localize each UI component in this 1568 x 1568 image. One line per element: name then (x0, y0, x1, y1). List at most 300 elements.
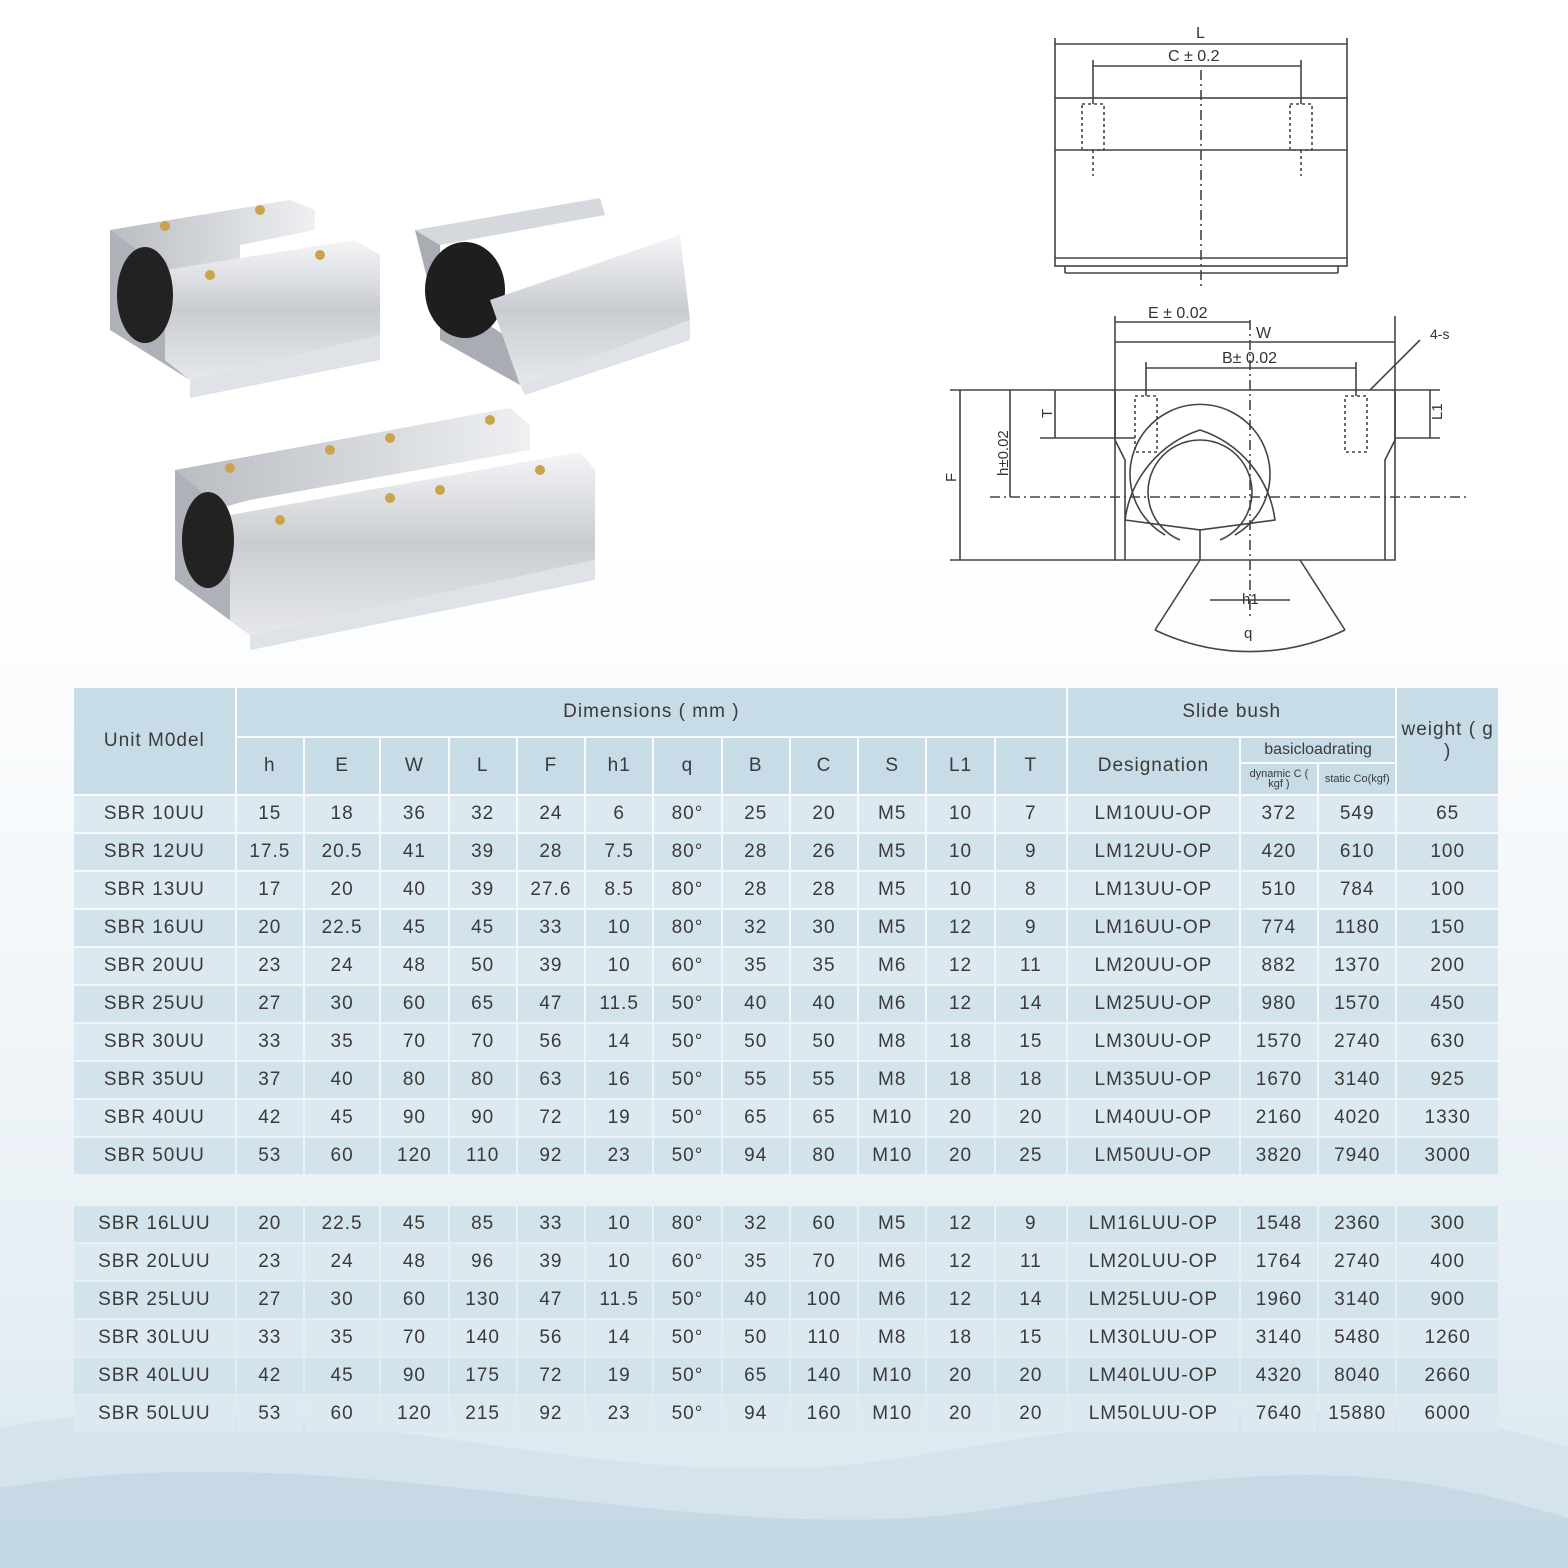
table-cell: 60 (791, 1206, 857, 1242)
table-cell: 20.5 (305, 834, 379, 870)
table-cell: 92 (518, 1138, 584, 1174)
table-cell: 40 (723, 1282, 789, 1318)
table-cell: 5480 (1319, 1320, 1395, 1356)
table-cell: LM40LUU-OP (1068, 1358, 1239, 1394)
table-cell: 40 (723, 986, 789, 1022)
table-cell: 630 (1397, 1024, 1498, 1060)
table-cell: 27 (237, 1282, 303, 1318)
table-cell: 882 (1241, 948, 1317, 984)
table-cell: 120 (381, 1138, 447, 1174)
table-cell: 20 (305, 872, 379, 908)
table-cell: 92 (518, 1396, 584, 1432)
table-cell: 80 (450, 1062, 516, 1098)
table-cell: 32 (450, 796, 516, 832)
table-cell: 65 (723, 1100, 789, 1136)
table-cell: SBR 16LUU (74, 1206, 235, 1242)
table-cell: 175 (450, 1358, 516, 1394)
table-row (74, 1062, 1498, 1098)
table-cell: 65 (450, 986, 516, 1022)
table-cell: 200 (1397, 948, 1498, 984)
table-cell: 784 (1319, 872, 1395, 908)
table-cell: 20 (996, 1100, 1066, 1136)
table-cell: 45 (381, 1206, 447, 1242)
table-cell: 30 (305, 986, 379, 1022)
table-cell: M6 (859, 1244, 925, 1280)
table-cell: M6 (859, 986, 925, 1022)
table-cell: M8 (859, 1024, 925, 1060)
table-cell: 96 (450, 1244, 516, 1280)
table-cell: 20 (927, 1358, 993, 1394)
dim-label-C: C ± 0.2 (1168, 48, 1220, 65)
table-cell: 30 (791, 910, 857, 946)
technical-drawing (930, 20, 1490, 660)
table-cell: 20 (237, 1206, 303, 1242)
dim-label-E: E ± 0.02 (1148, 305, 1208, 322)
table-cell: 39 (518, 948, 584, 984)
table-cell: LM12UU-OP (1068, 834, 1239, 870)
dim-label-B: B± 0.02 (1222, 350, 1278, 367)
table-cell: 45 (305, 1358, 379, 1394)
table-cell: 6 (586, 796, 652, 832)
table-cell: 420 (1241, 834, 1317, 870)
table-cell: 22.5 (305, 910, 379, 946)
col-S: S (859, 738, 925, 794)
designation-header: Designation (1068, 738, 1239, 794)
table-cell: 85 (450, 1206, 516, 1242)
table-cell: 23 (237, 948, 303, 984)
table-cell: 90 (450, 1100, 516, 1136)
table-cell: M10 (859, 1358, 925, 1394)
table-cell: 7940 (1319, 1138, 1395, 1174)
col-h1: h1 (586, 738, 652, 794)
table-cell: 23 (237, 1244, 303, 1280)
table-cell: 35 (305, 1320, 379, 1356)
table-gap (74, 1176, 1498, 1204)
table-cell: 94 (723, 1396, 789, 1432)
table-cell: SBR 50UU (74, 1138, 235, 1174)
table-cell: 80° (654, 1206, 720, 1242)
table-cell: 33 (518, 1206, 584, 1242)
table-cell: 70 (381, 1320, 447, 1356)
table-cell: 19 (586, 1358, 652, 1394)
table-cell: 12 (927, 948, 993, 984)
table-cell: 10 (927, 834, 993, 870)
table-cell: 32 (723, 1206, 789, 1242)
table-cell: 10 (586, 948, 652, 984)
table-cell: 20 (927, 1100, 993, 1136)
table-cell: 18 (927, 1062, 993, 1098)
table-cell: 45 (305, 1100, 379, 1136)
table-cell: M5 (859, 872, 925, 908)
table-cell: 7 (996, 796, 1066, 832)
table-cell: 15 (996, 1024, 1066, 1060)
table-cell: 48 (381, 1244, 447, 1280)
table-cell: M10 (859, 1396, 925, 1432)
table-cell: 65 (1397, 796, 1498, 832)
table-cell: SBR 35UU (74, 1062, 235, 1098)
table-cell: 15 (996, 1320, 1066, 1356)
table-row (74, 948, 1498, 984)
col-F: F (518, 738, 584, 794)
table-cell: 8.5 (586, 872, 652, 908)
table-cell: LM30UU-OP (1068, 1024, 1239, 1060)
table-cell: 80° (654, 872, 720, 908)
table-cell: 15 (237, 796, 303, 832)
table-cell: 14 (586, 1320, 652, 1356)
table-cell: 50 (450, 948, 516, 984)
table-cell: M6 (859, 948, 925, 984)
static-header: static Co(kgf) (1319, 764, 1395, 794)
table-cell: 50 (723, 1320, 789, 1356)
table-cell: LM25LUU-OP (1068, 1282, 1239, 1318)
table-cell: 50° (654, 1024, 720, 1060)
table-row (74, 1024, 1498, 1060)
table-cell: 510 (1241, 872, 1317, 908)
table-cell: 980 (1241, 986, 1317, 1022)
table-cell: M8 (859, 1062, 925, 1098)
table-cell: 33 (237, 1320, 303, 1356)
table-cell: 72 (518, 1100, 584, 1136)
table-cell: 47 (518, 986, 584, 1022)
table-cell: 60 (381, 986, 447, 1022)
table-cell: 11 (996, 948, 1066, 984)
table-cell: 50° (654, 1282, 720, 1318)
table-cell: 12 (927, 1282, 993, 1318)
table-cell: SBR 30LUU (74, 1320, 235, 1356)
table-cell: 60° (654, 1244, 720, 1280)
table-cell: 60 (305, 1396, 379, 1432)
table-cell: 28 (518, 834, 584, 870)
table-cell: 60 (381, 1282, 447, 1318)
table-cell: LM50UU-OP (1068, 1138, 1239, 1174)
table-cell: 900 (1397, 1282, 1498, 1318)
table-cell: 47 (518, 1282, 584, 1318)
table-cell: 26 (791, 834, 857, 870)
table-cell: 400 (1397, 1244, 1498, 1280)
table-cell: SBR 40UU (74, 1100, 235, 1136)
block-photo-open (415, 198, 690, 395)
table-cell: 39 (518, 1244, 584, 1280)
table-cell: 7.5 (586, 834, 652, 870)
table-cell: 41 (381, 834, 447, 870)
table-cell: 1570 (1319, 986, 1395, 1022)
table-row (74, 1100, 1498, 1136)
table-cell: 45 (450, 910, 516, 946)
table-cell: 80 (791, 1138, 857, 1174)
table-cell: 2660 (1397, 1358, 1498, 1394)
table-cell: 42 (237, 1100, 303, 1136)
table-cell: 549 (1319, 796, 1395, 832)
table-cell: 16 (586, 1062, 652, 1098)
table-cell: LM10UU-OP (1068, 796, 1239, 832)
table-cell: 65 (723, 1358, 789, 1394)
dim-label-h1: h1 (1242, 591, 1259, 608)
table-cell: LM20LUU-OP (1068, 1244, 1239, 1280)
table-cell: M10 (859, 1100, 925, 1136)
table-cell: 55 (791, 1062, 857, 1098)
table-cell: 160 (791, 1396, 857, 1432)
table-cell: 9 (996, 910, 1066, 946)
table-row (74, 910, 1498, 946)
table-cell: SBR 30UU (74, 1024, 235, 1060)
table-cell: SBR 25LUU (74, 1282, 235, 1318)
table-cell: 15880 (1319, 1396, 1395, 1432)
table-cell: 20 (996, 1396, 1066, 1432)
table-cell: SBR 40LUU (74, 1358, 235, 1394)
table-cell: 1370 (1319, 948, 1395, 984)
table-row (74, 1282, 1498, 1318)
table-cell: 14 (586, 1024, 652, 1060)
col-L: L (450, 738, 516, 794)
table-cell: 100 (1397, 834, 1498, 870)
table-cell: 1180 (1319, 910, 1395, 946)
table-cell: 65 (791, 1100, 857, 1136)
table-cell: LM25UU-OP (1068, 986, 1239, 1022)
table-cell: M5 (859, 834, 925, 870)
table-cell: 7640 (1241, 1396, 1317, 1432)
table-cell: 50° (654, 1100, 720, 1136)
table-cell: 56 (518, 1024, 584, 1060)
dim-label-s: 4-s (1430, 326, 1450, 342)
spec-table (72, 686, 1500, 1434)
table-cell: 42 (237, 1358, 303, 1394)
table-cell: M5 (859, 796, 925, 832)
table-cell: 39 (450, 834, 516, 870)
table-cell: 50 (723, 1024, 789, 1060)
table-cell: 11.5 (586, 986, 652, 1022)
table-cell: 100 (1397, 872, 1498, 908)
table-cell: 33 (518, 910, 584, 946)
table-cell: M10 (859, 1138, 925, 1174)
table-cell: 20 (927, 1396, 993, 1432)
col-C: C (791, 738, 857, 794)
col-q: q (654, 738, 720, 794)
table-cell: 72 (518, 1358, 584, 1394)
table-cell: 10 (586, 1206, 652, 1242)
table-cell: 1670 (1241, 1062, 1317, 1098)
table-cell: 48 (381, 948, 447, 984)
table-cell: 36 (381, 796, 447, 832)
table-cell: 3140 (1319, 1282, 1395, 1318)
block-photo-short (110, 200, 380, 398)
table-cell: 1764 (1241, 1244, 1317, 1280)
table-cell: 70 (381, 1024, 447, 1060)
table-cell: 20 (791, 796, 857, 832)
table-cell: 80° (654, 910, 720, 946)
table-cell: M5 (859, 910, 925, 946)
table-cell: 3140 (1319, 1062, 1395, 1098)
table-cell: 90 (381, 1358, 447, 1394)
table-cell: 28 (791, 872, 857, 908)
table-cell: 50° (654, 1358, 720, 1394)
table-cell: 20 (996, 1358, 1066, 1394)
slide-bush-header: Slide bush (1068, 688, 1395, 736)
table-cell: SBR 16UU (74, 910, 235, 946)
table-cell: 372 (1241, 796, 1317, 832)
table-cell: 45 (381, 910, 447, 946)
table-cell: 80 (381, 1062, 447, 1098)
table-cell: 50° (654, 1062, 720, 1098)
table-row (74, 986, 1498, 1022)
table-row (74, 1396, 1498, 1432)
table-cell: 10 (586, 910, 652, 946)
table-cell: 120 (381, 1396, 447, 1432)
table-cell: LM16UU-OP (1068, 910, 1239, 946)
table-cell: 22.5 (305, 1206, 379, 1242)
table-cell: SBR 20UU (74, 948, 235, 984)
table-cell: 24 (305, 1244, 379, 1280)
table-cell: 27.6 (518, 872, 584, 908)
table-cell: 20 (927, 1138, 993, 1174)
table-cell: 40 (791, 986, 857, 1022)
table-cell: LM30LUU-OP (1068, 1320, 1239, 1356)
table-cell: 1548 (1241, 1206, 1317, 1242)
dim-label-L: L (1196, 25, 1205, 42)
unit-model-header: Unit M0del (74, 688, 235, 794)
table-cell: 23 (586, 1396, 652, 1432)
table-row (74, 1138, 1498, 1174)
product-photos (90, 180, 710, 650)
table-cell: 10 (586, 1244, 652, 1280)
table-cell: 20 (237, 910, 303, 946)
table-cell: 8040 (1319, 1358, 1395, 1394)
table-cell: 24 (305, 948, 379, 984)
table-cell: 27 (237, 986, 303, 1022)
table-row (74, 796, 1498, 832)
table-cell: 14 (996, 1282, 1066, 1318)
table-cell: 35 (723, 1244, 789, 1280)
table-cell: 24 (518, 796, 584, 832)
standard-rows (74, 796, 1498, 1432)
table-cell: 32 (723, 910, 789, 946)
table-cell: 50° (654, 1138, 720, 1174)
table-cell: 40 (381, 872, 447, 908)
dim-label-T: T (1039, 408, 1056, 418)
dimensions-header: Dimensions ( mm ) (237, 688, 1066, 736)
col-h: h (237, 738, 303, 794)
table-cell: 40 (305, 1062, 379, 1098)
table-cell: 140 (450, 1320, 516, 1356)
table-cell: 18 (996, 1062, 1066, 1098)
table-cell: M5 (859, 1206, 925, 1242)
table-cell: 4020 (1319, 1100, 1395, 1136)
table-cell: LM20UU-OP (1068, 948, 1239, 984)
table-cell: 18 (305, 796, 379, 832)
table-cell: 50° (654, 986, 720, 1022)
table-cell: LM40UU-OP (1068, 1100, 1239, 1136)
table-cell: SBR 10UU (74, 796, 235, 832)
table-cell: 4320 (1241, 1358, 1317, 1394)
table-row (74, 1244, 1498, 1280)
weight-header: weight ( g ) (1397, 688, 1498, 794)
table-cell: 37 (237, 1062, 303, 1098)
table-cell: 300 (1397, 1206, 1498, 1242)
table-cell: 150 (1397, 910, 1498, 946)
table-cell: 28 (723, 872, 789, 908)
col-W: W (381, 738, 447, 794)
table-cell: 140 (791, 1358, 857, 1394)
table-cell: 925 (1397, 1062, 1498, 1098)
table-cell: 6000 (1397, 1396, 1498, 1432)
table-cell: 70 (450, 1024, 516, 1060)
table-cell: 60° (654, 948, 720, 984)
table-cell: 3820 (1241, 1138, 1317, 1174)
table-cell: 50 (791, 1024, 857, 1060)
dim-label-W: W (1256, 325, 1272, 342)
table-cell: 110 (791, 1320, 857, 1356)
table-cell: 9 (996, 834, 1066, 870)
table-cell: 35 (305, 1024, 379, 1060)
table-cell: 18 (927, 1024, 993, 1060)
col-L1: L1 (927, 738, 993, 794)
table-row (74, 1206, 1498, 1242)
col-B: B (723, 738, 789, 794)
table-cell: M6 (859, 1282, 925, 1318)
table-cell: 12 (927, 986, 993, 1022)
table-cell: 70 (791, 1244, 857, 1280)
table-cell: SBR 12UU (74, 834, 235, 870)
table-cell: 12 (927, 1206, 993, 1242)
table-cell: 450 (1397, 986, 1498, 1022)
dim-label-q: q (1244, 625, 1253, 642)
table-cell: 1570 (1241, 1024, 1317, 1060)
table-cell: 110 (450, 1138, 516, 1174)
table-cell: 25 (996, 1138, 1066, 1174)
table-cell: SBR 20LUU (74, 1244, 235, 1280)
table-cell: 774 (1241, 910, 1317, 946)
table-cell: 17 (237, 872, 303, 908)
table-cell: 25 (723, 796, 789, 832)
table-cell: 56 (518, 1320, 584, 1356)
table-cell: 35 (723, 948, 789, 984)
table-cell: 2740 (1319, 1024, 1395, 1060)
dim-label-h: h±0.02 (995, 430, 1012, 476)
dim-label-L1: L1 (1429, 403, 1446, 420)
table-cell: 2740 (1319, 1244, 1395, 1280)
table-cell: 11.5 (586, 1282, 652, 1318)
table-cell: 215 (450, 1396, 516, 1432)
table-cell: M8 (859, 1320, 925, 1356)
table-cell: 39 (450, 872, 516, 908)
table-cell: 1260 (1397, 1320, 1498, 1356)
table-cell: 130 (450, 1282, 516, 1318)
table-cell: 60 (305, 1138, 379, 1174)
table-cell: 33 (237, 1024, 303, 1060)
table-cell: 63 (518, 1062, 584, 1098)
table-cell: 3140 (1241, 1320, 1317, 1356)
table-cell: 53 (237, 1396, 303, 1432)
table-cell: 23 (586, 1138, 652, 1174)
dim-label-F: F (943, 472, 960, 482)
table-cell: 30 (305, 1282, 379, 1318)
col-T: T (996, 738, 1066, 794)
table-cell: 19 (586, 1100, 652, 1136)
table-cell: 94 (723, 1138, 789, 1174)
table-cell: 10 (927, 796, 993, 832)
table-cell: 10 (927, 872, 993, 908)
table-cell: 3000 (1397, 1138, 1498, 1174)
table-cell: 35 (791, 948, 857, 984)
table-cell: LM50LUU-OP (1068, 1396, 1239, 1432)
table-cell: 17.5 (237, 834, 303, 870)
table-cell: SBR 25UU (74, 986, 235, 1022)
table-row (74, 1320, 1498, 1356)
table-cell: 53 (237, 1138, 303, 1174)
table-cell: 100 (791, 1282, 857, 1318)
table-cell: 55 (723, 1062, 789, 1098)
table-cell: 11 (996, 1244, 1066, 1280)
table-cell: 28 (723, 834, 789, 870)
